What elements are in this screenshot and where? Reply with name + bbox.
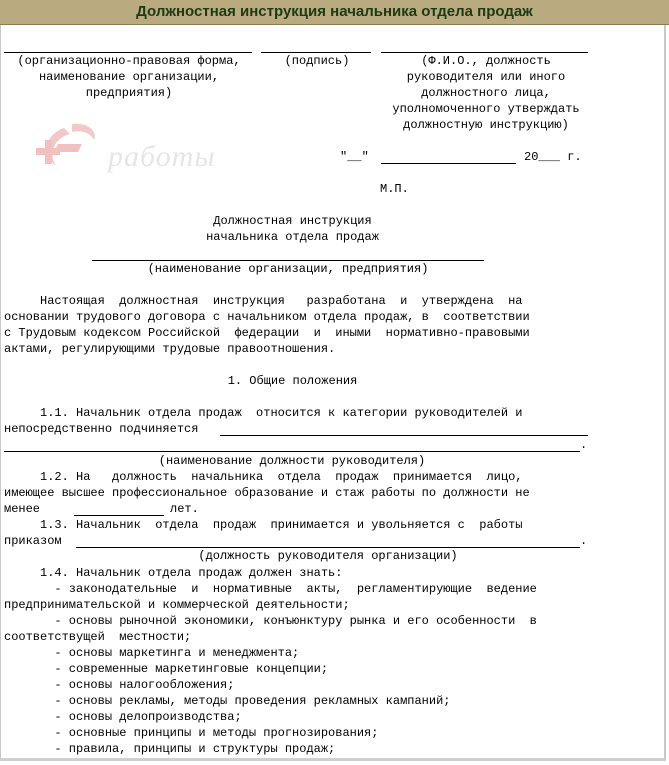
p14-item-1a: - законодательные и нормативные акты, регламентирующие ведение [4,582,537,596]
org-name-line [92,260,484,261]
org-caption-2: наименование организации, [38,70,220,84]
page-header: Должностная инструкция начальника отдела продаж [0,0,669,25]
p14-item-7: - основы делопроизводства; [4,710,242,724]
p13-period: . [580,534,588,548]
p12-line-3a: менее [4,502,41,516]
doc-title-1: Должностная инструкция [213,214,372,228]
intro-line-3: с Трудовым кодексом Российской федерации и иными нормативно-правовыми [4,326,530,340]
p14-item-2a: - основы рыночной экономики, конъюнктуру рынка и его особенности в [4,614,537,628]
org-caption-1: (организационно-правовая форма, [17,54,241,68]
p11-caption: (наименование должности руководителя) [158,454,426,468]
stamp-label: М.П. [380,182,409,196]
p11-fill-line-2 [4,451,580,452]
p13-line-2: приказом [4,534,62,548]
p13-fill-line [76,547,580,548]
intro-line-2: основании трудового договора с начальником отдела продаж, в соответствии [4,310,530,324]
date-year: 20___ г. [524,150,582,164]
p14-item-4: - современные маркетинговые концепции; [4,662,329,676]
p11-fill-line-1 [220,435,588,436]
org-line [4,52,252,53]
p14-item-1b: предпринимательской и коммерческой деятельности; [4,598,350,612]
org-caption-3: предприятия) [85,86,173,100]
intro-line-4: актами, регулирующими трудовые правоотношения. [4,342,336,356]
fio-line [381,52,588,53]
p14-item-6: - основы рекламы, методы проведения рекламных кампаний; [4,694,451,708]
logo [34,120,244,180]
p14-item-5: - основы налогообложения; [4,678,235,692]
p11-period: . [580,438,588,452]
p12-line-3b: лет. [170,502,199,516]
p13-line-1: 1.3. Начальник отдела продаж принимается и увольняется с работы [4,518,523,532]
doc-title-2: начальника отдела продаж [206,230,379,244]
fio-caption-4: уполномоченного утверждать [392,102,580,116]
p12-line-1: 1.2. На должность начальника отдела продаж принимается лицо, [4,470,523,484]
fio-caption-2: руководителя или иного [406,70,566,84]
logo-mark-icon [34,120,114,180]
signature-line [261,52,371,53]
p11-line-2: непосредственно подчиняется [4,422,199,436]
section-1-heading: 1. Общие положения [227,374,358,388]
org-name-caption: (наименование организации, предприятия) [147,262,429,276]
fio-caption-1: (Ф.И.О., должность [421,54,551,68]
p14-item-9: - правила, принципы и структуры продаж; [4,742,336,756]
p14-heading: 1.4. Начальник отдела продаж должен знать: [4,566,343,580]
fio-caption-3: должностного лица, [421,86,551,100]
date-line [381,163,516,164]
p12-fill-line [74,515,164,516]
p12-line-2: имеющее высшее профессиональное образование и стаж работы по должности не [4,486,530,500]
p11-line-1: 1.1. Начальник отдела продаж относится к категории руководителей и [4,406,523,420]
logo-text: работы [108,140,216,173]
p14-item-8: - основные принципы и методы прогнозирования; [4,726,379,740]
intro-line-1: Настоящая должностная инструкция разработана и утверждена на [4,294,523,308]
p14-item-3: - основы маркетинга и менеджмента; [4,646,300,660]
p13-caption: (должность руководителя организации) [198,549,458,563]
fio-caption-5: должностную инструкцию) [403,118,569,132]
date-quote: "__" [340,150,369,164]
p14-item-2b: соответствущей местности; [4,630,192,644]
signature-caption: (подпись) [284,54,350,68]
